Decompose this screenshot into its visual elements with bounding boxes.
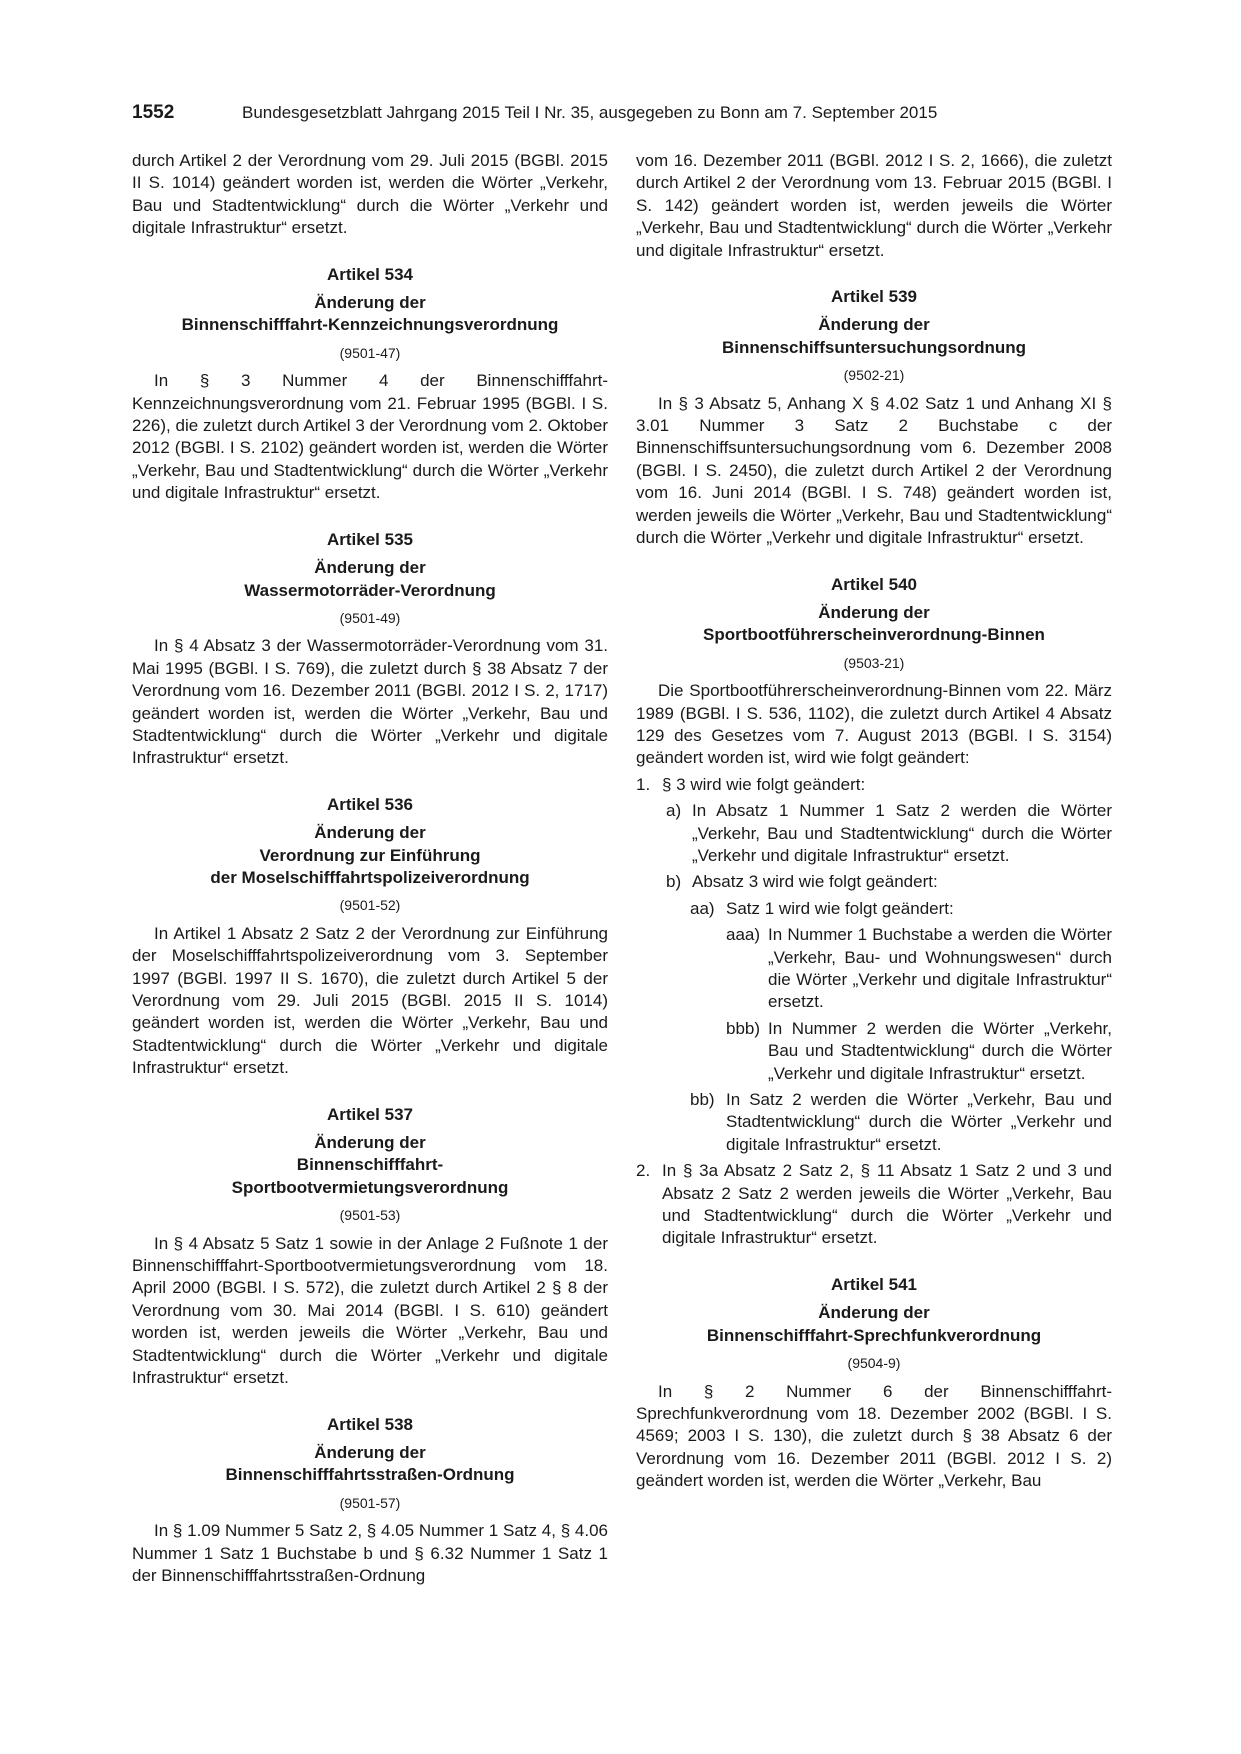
fna-reference: (9503-21) xyxy=(843,654,905,671)
page-header xyxy=(132,100,1112,126)
fna-reference: (9501-52) xyxy=(339,897,401,914)
article-body: In § 1.09 Nummer 5 Satz 2, § 4.05 Nummer 1 Satz 4, § 4.06 Nummer 1 Satz 1 Buchstabe b und § 6.32 Nummer 1 Satz 1 der Binnenschifffahrtsstraßen-Ordnung xyxy=(132,1521,608,1585)
article-title-line: Änderung der xyxy=(818,602,930,622)
article-title-line: Binnenschiffsuntersuchungsordnung xyxy=(721,337,1027,357)
article-body: In § 4 Absatz 3 der Wassermotorräder-Verordnung vom 31. Mai 1995 (BGBl. I S. 769), die zuletzt durch § 38 Absatz 7 der Verordnung vom 16. Dezember 2011 (BGBl. 2012 I S. 2, 1717) geändert worden ist, werden die Wörter „Verkehr, Bau und Stadtentwicklung“ durch die Wörter „Verkehr und digitale Infrastruktur“ ersetzt. xyxy=(132,636,608,768)
list-item xyxy=(636,1160,1112,1250)
article-title-line: Änderung der xyxy=(314,558,426,578)
list-item xyxy=(636,1089,1112,1156)
article-title-line: Binnenschifffahrt-Kennzeichnungsverordnung xyxy=(181,315,559,335)
gazette-header-title: Bundesgesetzblatt Jahrgang 2015 Teil I Nr. 35, ausgegeben zu Bonn am 7. September 2015 xyxy=(242,103,938,122)
article-title-line: Binnenschifffahrt-Sprechfunkverordnung xyxy=(706,1325,1042,1345)
article-number: Artikel 538 xyxy=(327,1414,413,1434)
article-536 xyxy=(132,794,608,1080)
list-item xyxy=(636,924,1112,1014)
article-title-line: Binnenschifffahrtsstraßen-Ordnung xyxy=(225,1465,515,1485)
article-541 xyxy=(636,1274,1112,1493)
article-534 xyxy=(132,264,608,505)
list-label: 1. xyxy=(636,774,651,794)
fna-reference: (9501-49) xyxy=(339,609,401,626)
article-title-line: Binnenschifffahrt- xyxy=(296,1155,444,1175)
article-title-line: Änderung der xyxy=(818,315,930,335)
list-label: bb) xyxy=(690,1090,715,1110)
list-item xyxy=(636,1018,1112,1085)
article-540 xyxy=(636,574,1112,1250)
article-title-line: der Moselschifffahrtspolizeiverordnung xyxy=(210,867,530,887)
right-column xyxy=(636,150,1112,1493)
left-column xyxy=(132,150,608,1587)
fna-reference: (9501-53) xyxy=(339,1207,401,1224)
list-item xyxy=(636,774,1112,796)
list-text: Absatz 3 wird wie folgt geändert: xyxy=(692,872,938,892)
article-number: Artikel 541 xyxy=(831,1274,917,1294)
list-label: bbb) xyxy=(726,1018,761,1038)
article-body: In Artikel 1 Absatz 2 Satz 2 der Verordnung zur Einführung der Moselschifffahrtspolizeiverordnung vom 3. September 1997 (BGBl. 1997 II S. 1670), die zuletzt durch Artikel 5 der Verordnung vom 29. Juli 2015 (BGBl. 2015 II S. 1014) geändert worden ist, werden die Wörter „Verkehr, Bau und Stadtentwicklung“ durch die Wörter „Verkehr und digitale Infrastruktur“ ersetzt. xyxy=(132,923,608,1078)
list-item xyxy=(636,898,1112,920)
fna-reference: (9501-47) xyxy=(339,344,401,361)
article-538 xyxy=(132,1414,608,1588)
list-label: aaa) xyxy=(726,925,761,945)
fna-reference: (9502-21) xyxy=(843,367,905,384)
article-title-line: Änderung der xyxy=(818,1303,930,1323)
article-title-line: Wassermotorräder-Verordnung xyxy=(244,580,496,600)
list-label: 2. xyxy=(636,1161,651,1181)
fna-reference: (9504-9) xyxy=(847,1355,901,1372)
article-title-line: Verordnung zur Einführung xyxy=(259,845,481,865)
list-text: In Satz 2 werden die Wörter „Verkehr, Bau und Stadtentwicklung“ durch die Wörter „Verkehr und digitale Infrastruktur“ ersetzt. xyxy=(726,1090,1112,1154)
list-text: In Nummer 1 Buchstabe a werden die Wörter „Verkehr, Bau- und Wohnungswesen“ durch die Wörter „Verkehr und digitale Infrastruktur“ ersetzt. xyxy=(768,925,1112,1012)
list-label: a) xyxy=(666,801,682,821)
list-text: Satz 1 wird wie folgt geändert: xyxy=(726,898,954,918)
article-537 xyxy=(132,1104,608,1390)
article-number: Artikel 536 xyxy=(327,794,413,814)
page-number: 1552 xyxy=(132,102,175,123)
list-text: In Absatz 1 Nummer 1 Satz 2 werden die Wörter „Verkehr, Bau und Stadtentwicklung“ durch die Wörter „Verkehr und digitale Infrastruktur“ ersetzt. xyxy=(692,801,1112,865)
list-text: In Nummer 2 werden die Wörter „Verkehr, Bau und Stadtentwicklung“ durch die Wörter „Verkehr und digitale Infrastruktur“ ersetzt. xyxy=(768,1018,1112,1083)
article-number: Artikel 539 xyxy=(831,287,917,307)
article-535 xyxy=(132,529,608,770)
list-item xyxy=(636,871,1112,893)
list-item xyxy=(636,800,1112,867)
article-number: Artikel 540 xyxy=(831,574,917,594)
article-number: Artikel 535 xyxy=(327,529,413,549)
article-title-line: Sportbootvermietungsverordnung xyxy=(231,1177,509,1197)
article-title-line: Änderung der xyxy=(314,1133,426,1153)
article-number: Artikel 537 xyxy=(327,1104,413,1124)
article-title-line: Änderung der xyxy=(314,1442,426,1462)
continuation-paragraph: vom 16. Dezember 2011 (BGBl. 2012 I S. 2, 1666), die zuletzt durch Artikel 2 der Verordnung vom 13. Februar 2015 (BGBl. I S. 142) geändert worden ist, werden jeweils die Wörter „Verkehr, Bau und Stadtentwicklung“ durch die Wörter „Verkehr und digitale Infrastruktur“ ersetzt. xyxy=(636,151,1112,260)
article-title-line: Sportbootführerscheinverordnung-Binnen xyxy=(703,625,1045,645)
article-number: Artikel 534 xyxy=(327,264,413,284)
list-label: b) xyxy=(666,872,682,892)
article-intro: Die Sportbootführerscheinverordnung-Binnen vom 22. März 1989 (BGBl. I S. 536, 1102), die zuletzt durch Artikel 4 Absatz 129 des Gesetzes vom 7. August 2013 (BGBl. I S. 3154) geändert worden ist, wird wie folgt geändert: xyxy=(636,681,1112,768)
article-body: In § 2 Nummer 6 der Binnenschifffahrt-Sprechfunkverordnung vom 18. Dezember 2002 (BGBl. I S. 4569; 2003 I S. 130), die zuletzt durch § 38 Absatz 6 der Verordnung vom 16. Dezember 2011 (BGBl. 2012 I S. 2) geändert worden ist, werden die Wörter „Verkehr, Bau xyxy=(636,1381,1112,1491)
continuation-paragraph: durch Artikel 2 der Verordnung vom 29. Juli 2015 (BGBl. 2015 II S. 1014) geändert worden ist, werden die Wörter „Verkehr, Bau und Stadtentwicklung“ durch die Wörter „Verkehr und digitale Infrastruktur“ ersetzt. xyxy=(132,151,608,238)
article-539 xyxy=(636,286,1112,549)
list-text: In § 3a Absatz 2 Satz 2, § 11 Absatz 1 Satz 2 und 3 und Absatz 2 Satz 2 werden jeweils die Wörter „Verkehr, Bau und Stadtentwicklung“ durch die Wörter „Verkehr und digitale Infrastruktur“ ersetzt. xyxy=(662,1161,1112,1248)
list-text: § 3 wird wie folgt geändert: xyxy=(662,774,866,794)
fna-reference: (9501-57) xyxy=(339,1494,401,1511)
article-body: In § 3 Absatz 5, Anhang X § 4.02 Satz 1 und Anhang XI § 3.01 Nummer 3 Satz 2 Buchstabe c der Binnenschiffsuntersuchungsordnung vom 6. Dezember 2008 (BGBl. I S. 2450), die zuletzt durch Artikel 2 der Verordnung vom 16. Juni 2014 (BGBl. I S. 748) geändert worden ist, werden jeweils die Wörter „Verkehr, Bau und Stadtentwicklung“ durch die Wörter „Verkehr und digitale Infrastruktur“ ersetzt. xyxy=(636,393,1112,548)
list-label: aa) xyxy=(690,898,715,918)
article-title-line: Änderung der xyxy=(314,823,426,843)
article-title-line: Änderung der xyxy=(314,293,426,313)
article-body: In § 3 Nummer 4 der Binnenschifffahrt-Kennzeichnungsverordnung vom 21. Februar 1995 (BGBl. I S. 226), die zuletzt durch Artikel 3 der Verordnung vom 2. Oktober 2012 (BGBl. I S. 2102) geändert worden ist, werden die Wörter „Verkehr, Bau und Stadtentwicklung“ durch die Wörter „Verkehr und digitale Infrastruktur“ ersetzt. xyxy=(132,371,608,503)
article-body: In § 4 Absatz 5 Satz 1 sowie in der Anlage 2 Fußnote 1 der Binnenschifffahrt-Sportbootvermietungsverordnung vom 18. April 2000 (BGBl. I S. 572), die zuletzt durch Artikel 2 § 8 der Verordnung vom 30. Mai 2014 (BGBl. I S. 610) geändert worden ist, werden jeweils die Wörter „Verkehr, Bau und Stadtentwicklung“ durch die Wörter „Verkehr und digitale Infrastruktur“ ersetzt. xyxy=(132,1233,608,1388)
